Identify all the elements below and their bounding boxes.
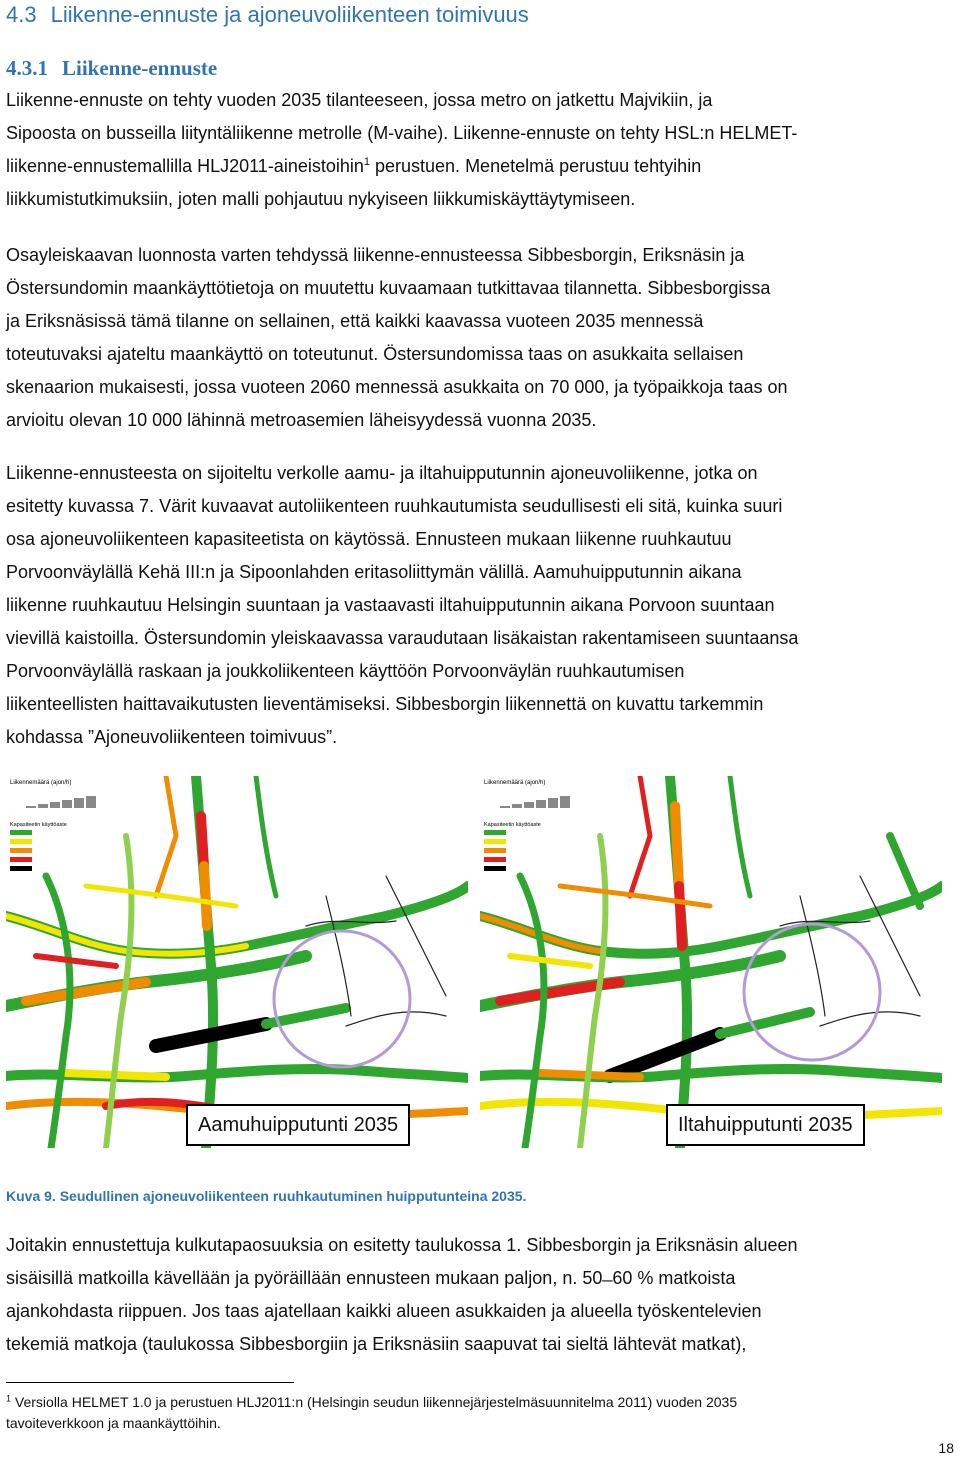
text-line: sisäisillä matkoilla kävellään ja pyöräillään ennusteen mukaan paljon, n. 50 ̶ 60 % matkoista: [6, 1268, 736, 1288]
text-fragment: liikenne-ennustemallilla HLJ2011-aineistoihin: [6, 156, 364, 176]
subsection-number: 4.3.1: [6, 56, 48, 80]
paragraph-mode-shares: [6, 1229, 956, 1361]
text-line: liikkumistutkimuksiin, joten malli pohjautuu nykyiseen liikkumiskäyttäytymiseen.: [6, 189, 636, 209]
text-line: toteutuvaksi ajateltu maankäyttö on toteutunut. Östersundomissa taas on asukkaita sellaisen: [6, 344, 744, 364]
text-line: osa ajoneuvoliikenteen kapasiteetista on käytössä. Ennusteen mukaan liikenne ruuhkautuu: [6, 529, 732, 549]
paragraph-forecast-intro: [6, 84, 956, 216]
figure-caption: Kuva 9. Seudullinen ajoneuvoliikenteen ruuhkautuminen huipputunteina 2035.: [6, 1188, 527, 1204]
text-line: liikenteellisten haittavaikutusten lieventämiseksi. Sibbesborgin liikennettä on kuvattu tarkemmin: [6, 694, 764, 714]
subsection-title: Liikenne-ennuste: [62, 56, 218, 80]
highlight-circle: [274, 931, 410, 1067]
text-line: Osayleiskaavan luonnosta varten tehdyssä liikenne-ennusteessa Sibbesborgin, Eriksnäsin ja: [6, 245, 745, 265]
map-legend: [484, 780, 570, 871]
text-line: Porvoonväylällä raskaan ja joukkoliikenteen käyttöön Porvoonväylän ruuhkautumisen: [6, 661, 685, 681]
evening-peak-map: [480, 776, 942, 1148]
text-line: Sipoosta on busseilla liityntäliikenne metrolle (M-vaihe). Liikenne-ennuste on tehty HSL:n HELMET-: [6, 123, 798, 143]
page-number: 18: [938, 1440, 954, 1456]
section-title: Liikenne-ennuste ja ajoneuvoliikenteen toimivuus: [50, 2, 529, 27]
legend-title: Liikennemäärä (ajon/h): [10, 780, 72, 786]
map-legend: [10, 780, 96, 871]
morning-peak-label: Aamuhuipputunti 2035: [186, 1104, 410, 1146]
text-line: Joitakin ennustettuja kulkutapaosuuksia on esitetty taulukossa 1. Sibbesborgin ja Eriksnäsin alueen: [6, 1235, 798, 1255]
text-line: tekemiä matkoja (taulukossa Sibbesborgiin ja Eriksnäsiin saapuvat tai sieltä lähtevät matkat),: [6, 1334, 747, 1354]
text-line: vievillä kaistoilla. Östersundomin yleiskaavassa varaudutaan lisäkaistan rakentamiseen suuntaansa: [6, 628, 799, 648]
footnote: [6, 1392, 946, 1434]
text-line: ajankohdasta riippuen. Jos taas ajatellaan kaikki alueen asukkaiden ja alueella työskentelevien: [6, 1301, 762, 1321]
subsection-heading: [6, 56, 217, 81]
morning-map-graphic: [6, 776, 468, 1148]
text-fragment: perustuen. Menetelmä perustuu tehtyihin: [370, 156, 702, 176]
capacity-legend-title: Kapasiteetin käyttöaste: [10, 822, 67, 828]
traffic-figure: [6, 776, 954, 1148]
footnote-text-continued: tavoiteverkkoon ja maankäyttöihin.: [6, 1415, 221, 1431]
text-line: Östersundomin maankäyttötietoja on muutettu kuvaamaan tutkittavaa tilannetta. Sibbesborgissa: [6, 278, 771, 298]
footnote-marker: 1: [6, 1393, 12, 1404]
text-line: esitetty kuvassa 7. Värit kuvaavat autoliikenteen ruuhkautumista seudullisesti eli sitä, kuinka suuri: [6, 496, 783, 516]
text-line: Liikenne-ennuste on tehty vuoden 2035 tilanteeseen, jossa metro on jatkettu Majvikiin, ja: [6, 90, 713, 110]
text-line: [6, 150, 956, 183]
text-line: arvioitu olevan 10 000 lähinnä metroasemien läheisyydessä vuonna 2035.: [6, 410, 597, 430]
evening-peak-label: Iltahuipputunti 2035: [666, 1104, 865, 1146]
paragraph-congestion: [6, 457, 956, 754]
text-line: ja Eriksnäsissä tämä tilanne on sellainen, että kaikki kaavassa vuoteen 2035 mennessä: [6, 311, 704, 331]
text-line: Porvoonväylällä Kehä III:n ja Sipoonlahden eritasoliittymän välillä. Aamuhuipputunnin aikana: [6, 562, 742, 582]
section-number: 4.3: [6, 2, 37, 27]
text-line: Liikenne-ennusteesta on sijoiteltu verkolle aamu- ja iltahuipputunnin ajoneuvoliikenne, jotka on: [6, 463, 758, 483]
evening-map-graphic: [480, 776, 942, 1148]
paragraph-land-use: [6, 239, 956, 437]
text-line: liikenne ruuhkautuu Helsingin suuntaan ja vastaavasti iltahuipputunnin aikana Porvoon suuntaan: [6, 595, 775, 615]
text-line: skenaarion mukaisesti, jossa vuoteen 2060 mennessä asukkaita on 70 000, ja työpaikkoja taas on: [6, 377, 788, 397]
footnote-reference[interactable]: 1: [363, 156, 370, 168]
footnote-text: Versiolla HELMET 1.0 ja perustuen HLJ2011:n (Helsingin seudun liikennejärjestelmäsuunnitelma 2011) vuoden 2035: [11, 1394, 738, 1410]
capacity-legend-title: Kapasiteetin käyttöaste: [484, 822, 541, 828]
footnote-divider: [6, 1382, 294, 1383]
text-line: kohdassa ”Ajoneuvoliikenteen toimivuus”.: [6, 727, 338, 747]
legend-title: Liikennemäärä (ajon/h): [484, 780, 546, 786]
section-heading: [6, 2, 529, 28]
morning-peak-map: [6, 776, 468, 1148]
